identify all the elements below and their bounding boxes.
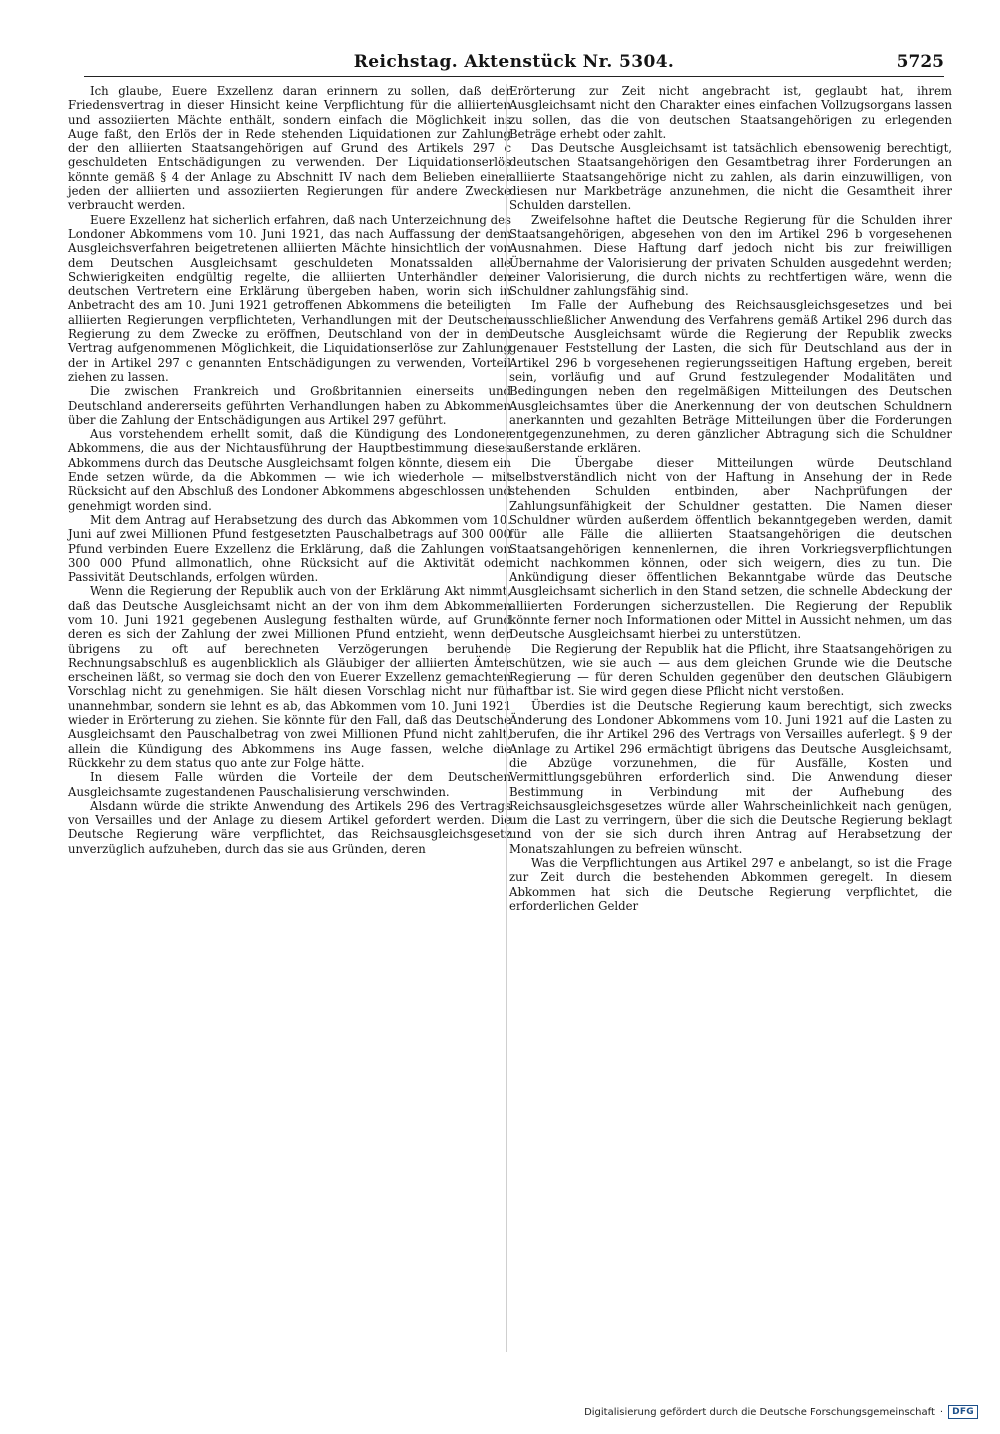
paragraph: Im Falle der Aufhebung des Reichsausgleichsgesetzes und bei ausschließlicher Anwendung des Verfahrens gemäß Artikel 296 durch das Deutsche Ausgleichsamt würde die Regierung der Republik zwecks genauer Feststellung der Lasten, die sich für Deutschland aus der in Artikel 296 b vorgesehenen regierungsseitigen Haftung ergeben, bereit sein, vorläufig und auf Grund festzulegender Modalitäten und Bedingungen neben den regelmäßigen Mitteilungen des Deutschen Ausgleichsamtes über die Anerkennung der von deutschen Schuldnern anerkannten und gezahlten Beträge Mitteilungen über die Forderungen entgegenzunehmen, zu deren gänzlicher Abtragung sich die Schuldner außerstande erklären.	[509, 298, 952, 456]
paragraph: Die Übergabe dieser Mitteilungen würde Deutschland selbstverständlich nicht von der Haftung in Ansehung der in Rede stehenden Schulden entbinden, aber Nachprüfungen der Zahlungsunfähigkeit der Schuldner gestatten. Die Namen dieser Schuldner würden außerdem öffentlich bekanntgegeben werden, damit für alle Fälle die alliierten Staatsangehörigen die deutschen Staatsangehörigen kennenlernen, die ihren Vorkriegsverpflichtungen nicht nachkommen können, oder sich weigern, dies zu tun. Die Ankündigung dieser öffentlichen Bekanntgabe würde das Deutsche Ausgleichsamt sicherlich in den Stand setzen, die schnelle Abdeckung der alliierten Forderungen sicherzustellen. Die Regierung der Republik könnte ferner noch Informationen oder Mittel in Aussicht nehmen, um das Deutsche Ausgleichsamt hierbei zu unterstützen.	[509, 455, 952, 642]
paragraph: Euere Exzellenz hat sicherlich erfahren, daß nach Unterzeichnung des Londoner Abkommens vom 10. Juni 1921, das nach Auffassung der dem Ausgleichsverfahren beigetretenen alliierten Mächte hinsichtlich der von dem Deutschen Ausgleichsamt geschuldeten Monatssalden alle Schwierigkeiten endgültig regelte, die alliierten Unterhändler den deutschen Vertretern eine Erklärung übergeben haben, worin sich in Anbetracht des am 10. Juni 1921 getroffenen Abkommens die beteiligten alliierten Regierungen verpflichteten, Verhandlungen mit der Deutschen Regierung zu dem Zwecke zu eröffnen, Deutschland von der in dem Vertrag aufgenommenen Möglichkeit, die Liquidationserlöse zur Zahlung der in Artikel 297 c genannten Entschädigungen zu verwenden, Vorteil ziehen zu lassen.	[68, 212, 511, 384]
paragraph: Die zwischen Frankreich und Großbritannien einerseits und Deutschland andererseits geführten Verhandlungen haben zu Abkommen über die Zahlung der Entschädigungen aus Artikel 297 geführt.	[68, 384, 511, 427]
paragraph: Was die Verpflichtungen aus Artikel 297 e anbelangt, so ist die Frage zur Zeit durch die bestehenden Abkommen geregelt. In diesem Abkommen hat sich die Deutsche Regierung verpflichtet, die erforderlichen Gelder	[509, 856, 952, 913]
paragraph: Die Regierung der Republik hat die Pflicht, ihre Staatsangehörigen zu schützen, wie sie auch — aus dem gleichen Grunde wie die Deutsche Regierung — für deren Schulden gegenüber den deutschen Gläubigern haftbar ist. Sie wird gegen diese Pflicht nicht verstoßen.	[509, 641, 952, 699]
paragraph: Das Deutsche Ausgleichsamt ist tatsächlich ebensowenig berechtigt, deutschen Staatsangehörigen den Gesamtbetrag ihrer Forderungen an alliierte Staatsangehörige nicht zu zahlen, als darin einzuwilligen, von diesen nur Markbeträge anzunehmen, die nicht die Gesamtheit ihrer Schulden darstellen.	[509, 141, 952, 213]
left-column	[68, 84, 511, 856]
paragraph: In diesem Falle würden die Vorteile der dem Deutschen Ausgleichsamte zugestandenen Pauschalisierung verschwinden.	[68, 770, 511, 799]
paragraph: Wenn die Regierung der Republik auch von der Erklärung Akt nimmt, daß das Deutsche Ausgleichsamt nicht an der von ihm dem Abkommen vom 10. Juni 1921 gegebenen Auslegung festhalten würde, auf Grund deren es sich der Zahlung der zwei Millionen Pfund entzieht, wenn der übrigens zu oft auf berechneten Verzögerungen beruhende Rechnungsabschluß es augenblicklich als Gläubiger der alliierten Ämter erscheinen läßt, so vermag sie doch den von Euerer Exzellenz gemachten Vorschlag nicht zu genehmigen. Sie hält diesen Vorschlag nicht nur für unannehmbar, sondern sie lehnt es ab, das Abkommen vom 10. Juni 1921 wieder in Erörterung zu ziehen. Sie könnte für den Fall, daß das Deutsche Ausgleichsamt den Pauschalbetrag von zwei Millionen Pfund nicht zahlt, allein die Kündigung des Abkommens ins Auge fassen, welche die Rückkehr zu dem status quo ante zur Folge hätte.	[68, 584, 511, 770]
paragraph: Aus vorstehendem erhellt somit, daß die Kündigung des Londoner Abkommens, die aus der Nichtausführung der Hauptbestimmung dieses Abkommens durch das Deutsche Ausgleichsamt folgen könnte, diesem ein Ende setzen würde, da die Abkommen — wie ich wiederhole — mit Rücksicht auf den Abschluß des Londoner Abkommens abgeschlossen und genehmigt worden sind.	[68, 427, 511, 513]
running-title: Reichstag. Aktenstück Nr. 5304.	[353, 52, 675, 72]
page-header	[84, 44, 944, 74]
column-divider	[506, 84, 507, 1352]
footer-credit: Digitalisierung gefördert durch die Deutsche Forschungsgemeinschaft	[584, 1406, 935, 1418]
paragraph: Überdies ist die Deutsche Regierung kaum berechtigt, sich zwecks Änderung des Londoner Abkommens vom 10. Juni 1921 auf die Lasten zu berufen, die ihr Artikel 296 des Vertrags von Versailles auferlegt. § 9 der Anlage zu Artikel 296 ermächtigt übrigens das Deutsche Ausgleichsamt, die Abzüge vorzunehmen, die für Ausfälle, Kosten und Vermittlungsgebühren erforderlich sind. Die Anwendung dieser Bestimmung in Verbindung mit der Aufhebung des Reichsausgleichsgesetzes würde aller Wahrscheinlichkeit nach genügen, um die Last zu verringern, über die sich die Deutsche Regierung beklagt und von der sie sich durch ihren Antrag auf Herabsetzung der Monatszahlungen zu befreien wünscht.	[509, 698, 952, 856]
paragraph-continued: Erörterung zur Zeit nicht angebracht ist, geglaubt hat, ihrem Ausgleichsamt nicht den Charakter eines einfachen Vollzugsorgans lassen zu sollen, das die von deutschen Staatsangehörigen zu erlegenden Beträge erhebt oder zahlt.	[509, 84, 952, 141]
paragraph: Zweifelsohne haftet die Deutsche Regierung für die Schulden ihrer Staatsangehörigen, abgesehen von den im Artikel 296 b vorgesehenen Ausnahmen. Diese Haftung darf jedoch nicht bis zur freiwilligen Übernahme der Valorisierung der privaten Schulden ausgedehnt werden; einer Valorisierung, die durch nichts zu rechtfertigen wäre, wenn die Schuldner zahlungsfähig sind.	[509, 212, 952, 299]
footer-separator: ·	[939, 1406, 944, 1418]
paragraph: Mit dem Antrag auf Herabsetzung des durch das Abkommen vom 10. Juni auf zwei Millionen Pfund festgesetzten Pauschalbetrags auf 300 000 Pfund verbinden Euere Exzellenz die Erklärung, daß die Zahlungen von 300 000 Pfund allmonatlich, ohne Rücksicht auf die Aktivität oder Passivität Deutschlands, erfolgen würden.	[68, 512, 511, 585]
page-number: 5725	[896, 52, 944, 72]
digitization-footer	[584, 1404, 978, 1420]
paragraph: Alsdann würde die strikte Anwendung des Artikels 296 des Vertrags von Versailles und der Anlage zu diesem Artikel gefordert werden. Die Deutsche Regierung wäre verpflichtet, das Reichsausgleichsgesetz unverzüglich aufzuheben, durch das sie aus Gründen, deren	[68, 798, 511, 856]
paragraph: Ich glaube, Euere Exzellenz daran erinnern zu sollen, daß der Friedensvertrag in dieser Hinsicht keine Verpflichtung für die alliierten und assoziierten Mächte enthält, sondern einfach die Möglichkeit ins Auge faßt, den Erlös der in Rede stehenden Liquidationen zur Zahlung der den alliierten Staatsangehörigen auf Grund des Artikels 297 c geschuldeten Entschädigungen zu verwenden. Der Liquidationserlös könnte gemäß § 4 der Anlage zu Abschnitt IV nach dem Belieben einer jeden der alliierten und assoziierten Regierungen für andere Zwecke verbraucht werden.	[68, 84, 511, 213]
header-rule	[84, 76, 944, 77]
dfg-logo: DFG	[948, 1405, 978, 1419]
right-column	[509, 84, 952, 913]
